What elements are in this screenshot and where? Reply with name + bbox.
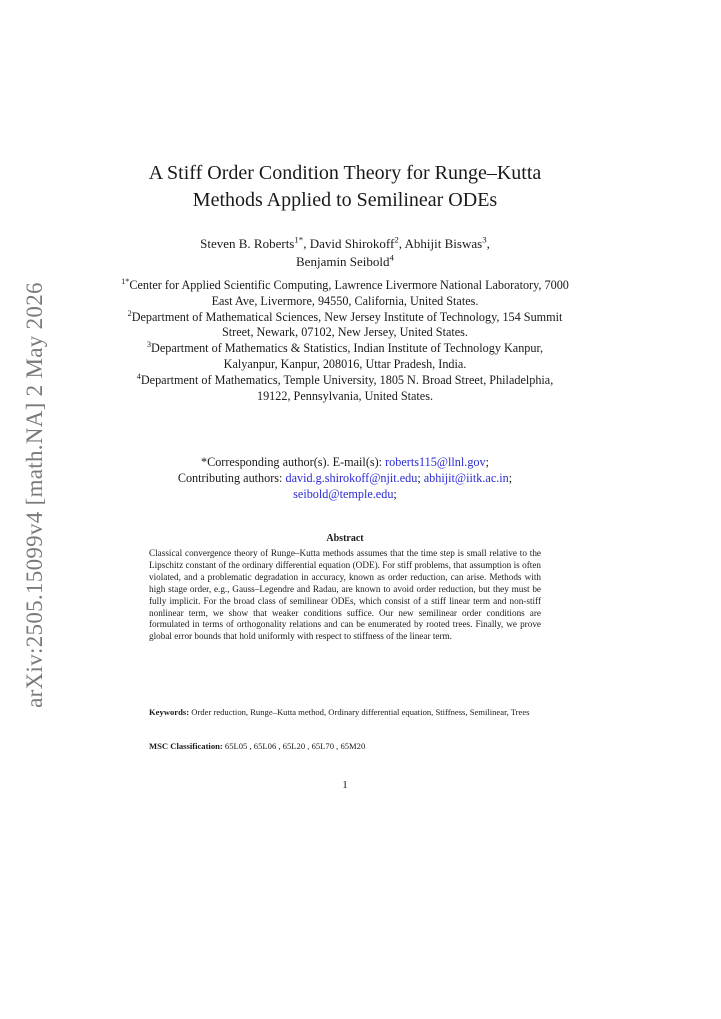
- contributing-authors-line-2: seibold@temple.edu;: [293, 487, 397, 501]
- keywords-label: Keywords:: [149, 707, 190, 717]
- affiliation: $^3$Department of Mathematics & Statistics, Indian Institute of Technology Kanpur, Kalyanpur, Kanpur, 208016, Uttar Pradesh, India.: [146, 340, 544, 371]
- affiliation: $^4$Department of Mathematics, Temple University, 1805 N. Broad Street, Philadelphia, 19122, Pennsylvania, United States.: [136, 371, 554, 403]
- email-link-seibold[interactable]: seibold@temple.edu: [293, 487, 394, 501]
- title-line-1: A Stiff Order Condition Theory for Runge–Kutta: [148, 162, 542, 184]
- page-number: 1: [342, 779, 348, 791]
- msc-codes: 65L05 , 65L06 , 65L20 , 65L70 , 65M20: [224, 741, 366, 751]
- corresponding-author-line: *Corresponding author(s). E-mail(s): roberts115@llnl.gov;: [200, 455, 489, 469]
- title-line-2: Methods Applied to Semilinear ODEs: [192, 189, 498, 211]
- msc-classification-block: [149, 741, 541, 751]
- arxiv-identifier-stamp: [10, 282, 60, 708]
- paper-title: [120, 160, 570, 214]
- email-link-biswas[interactable]: abhijit@iitk.ac.in: [423, 471, 509, 485]
- msc-label: MSC Classification:: [149, 741, 223, 751]
- author: David Shirokoff$^2$,: [309, 234, 405, 251]
- author-list: [120, 235, 570, 271]
- author: Abhijit Biswas$^3$,: [404, 234, 490, 251]
- keywords-block: [149, 707, 541, 718]
- affiliation: $^{1*}$Center for Applied Scientific Computing, Lawrence Livermore National Laboratory, 7000 East Ave, Livermore, 94550, California, United States.: [121, 276, 569, 308]
- author: Steven B. Roberts$^{1*}$,: [200, 234, 310, 251]
- abstract-heading: Abstract: [326, 533, 364, 544]
- contributing-authors-line: Contributing authors: david.g.shirokoff@njit.edu; abhijit@iitk.ac.in;: [177, 471, 513, 485]
- affiliation-list: [120, 278, 570, 404]
- contact-block: [120, 454, 570, 502]
- contributing-label: Contributing authors:: [177, 471, 283, 485]
- abstract-text: Classical convergence theory of Runge–Kutta methods assumes that the time step is small relative to the Lipschitz constant of the ordinary differential equation (ODE). For stiff problems, that assumption is often violated, and a problematic degradation in accuracy, known as order reduction, can arise. Methods with high stage order, e.g., Gauss–Legendre and Radau, are known to avoid order reduction, but they must be fully implicit. For the broad class of semilinear ODEs, which consist of a stiff linear term and non-stiff nonlinear term, we show that weaker conditions suffice. Our new semilinear order conditions are formulated in terms of orthogonality relations and can be enumerated by rooted trees. Finally, we prove global error bounds that hold uniformly with respect to stiffness of the linear term.: [149, 548, 541, 642]
- author: Benjamin Seibold$^4$: [296, 252, 394, 269]
- arxiv-identifier-text: arXiv:2505.15099v4 [math.NA] 2 May 2026: [22, 282, 47, 708]
- corresponding-email-link[interactable]: roberts115@llnl.gov: [385, 455, 486, 469]
- keywords-text: Order reduction, Runge–Kutta method, Ordinary differential equation, Stiffness, Semilinear, Trees: [191, 707, 530, 717]
- corresponding-label: *Corresponding author(s). E-mail(s):: [200, 455, 383, 469]
- email-link-shirokoff[interactable]: david.g.shirokoff@njit.edu: [285, 471, 418, 485]
- affiliation: $^2$Department of Mathematical Sciences, New Jersey Institute of Technology, 154 Summit Street, Newark, 07102, New Jersey, United States.: [127, 308, 563, 340]
